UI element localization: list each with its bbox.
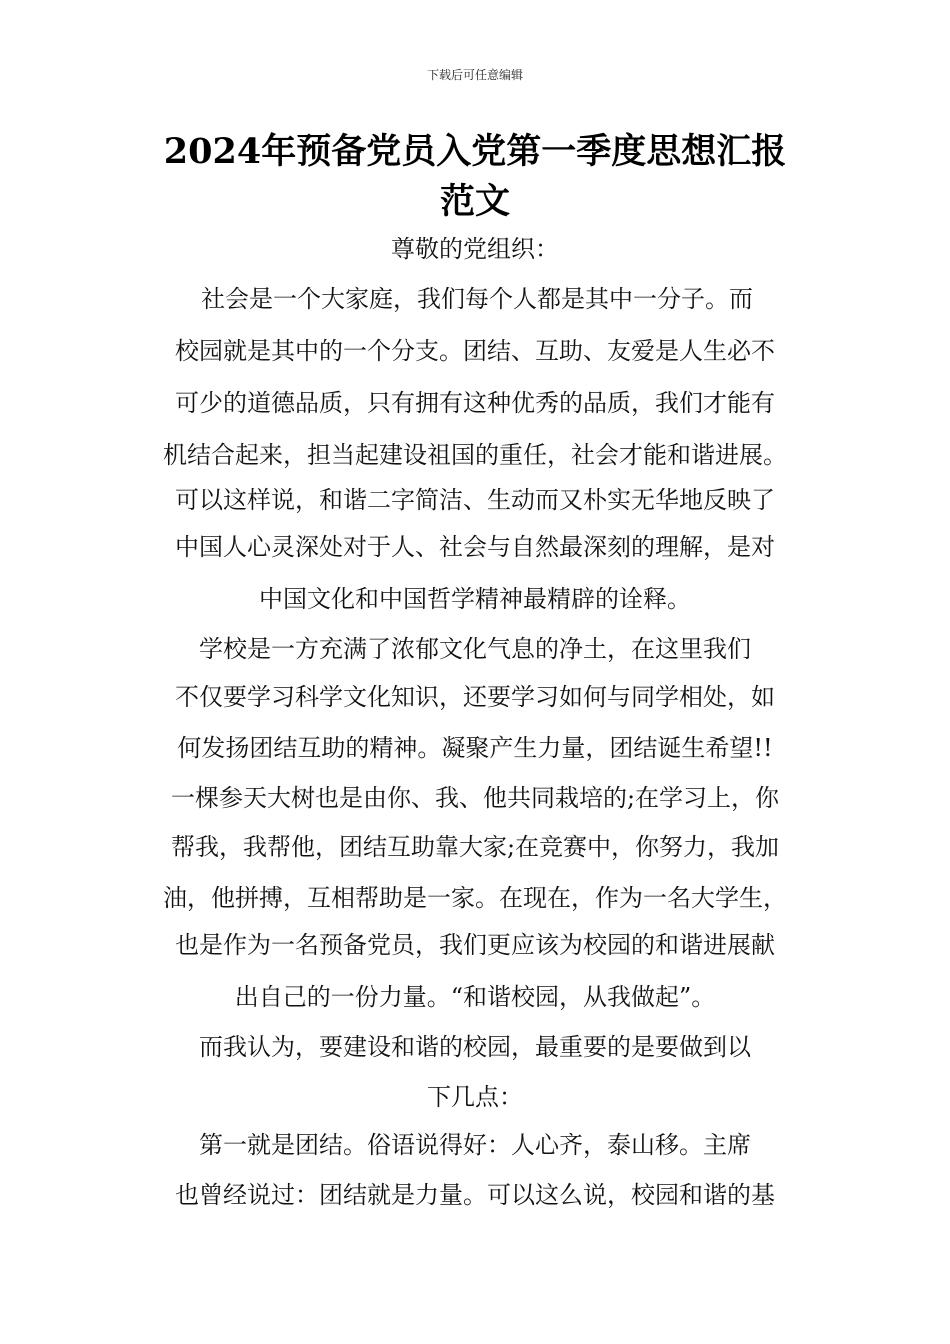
- body-line: 可以这样说，和谐二字简洁、生动而又朴实无华地反映了: [175, 486, 775, 514]
- body-line: 而我认为，要建设和谐的校园，最重要的是要做到以: [199, 1033, 751, 1061]
- body-line: 也是作为一名预备党员，我们更应该为校园的和谐进展献: [175, 931, 775, 959]
- body-line: 中国人心灵深处对于人、社会与自然最深刻的理解，是对: [175, 533, 775, 561]
- body-line: 社会是一个大家庭，我们每个人都是其中一分子。而: [201, 285, 753, 313]
- body-line: 校园就是其中的一个分支。团结、互助、友爱是人生必不: [175, 337, 775, 365]
- body-line: 第一就是团结。俗语说得好：人心齐，泰山移。主席: [199, 1131, 751, 1159]
- body-line: 也曾经说过：团结就是力量。可以这么说，校园和谐的基: [175, 1181, 775, 1209]
- body-line: 下几点：: [427, 1083, 523, 1111]
- body-line: 油，他拼搏，互相帮助是一家。在现在，作为一名大学生，: [163, 884, 787, 912]
- body-line: 中国文化和中国哲学精神最精辟的诠释。: [259, 585, 691, 613]
- body-line: 机结合起来，担当起建设祖国的重任，社会才能和谐进展。: [163, 441, 787, 469]
- document-title-line-1: 2024年预备党员入党第一季度思想汇报: [163, 131, 787, 172]
- body-line: 何发扬团结互助的精神。凝聚产生力量，团结诞生希望!!: [177, 734, 773, 762]
- body-line: 出自己的一份力量。“和谐校园，从我做起”。: [234, 983, 716, 1011]
- body-line: 可少的道德品质，只有拥有这种优秀的品质，我们才能有: [175, 389, 775, 417]
- body-line: 学校是一方充满了浓郁文化气息的净土，在这里我们: [199, 635, 751, 663]
- body-line: 帮我，我帮他，团结互助靠大家;在竞赛中，你努力，我加: [170, 833, 780, 861]
- body-line: 不仅要学习科学文化知识，还要学习如何与同学相处，如: [175, 683, 775, 711]
- body-line: 一棵参天大树也是由你、我、他共同栽培的;在学习上，你: [170, 784, 780, 812]
- page-header-note: 下载后可任意编辑: [426, 68, 523, 82]
- document-title-line-2: 范文: [439, 181, 510, 222]
- salutation: 尊敬的党组织：: [391, 235, 559, 263]
